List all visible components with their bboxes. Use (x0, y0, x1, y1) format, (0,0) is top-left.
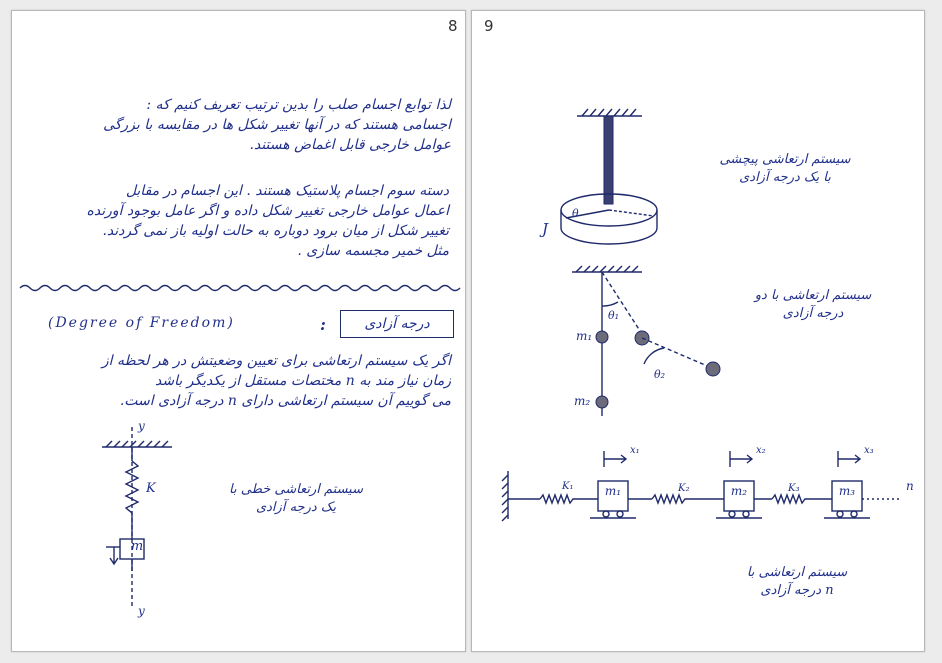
chain-m3-label: m₃ (838, 484, 856, 498)
y-axis-top-label: y (138, 419, 145, 433)
caption-line: درجه آزادی (782, 306, 844, 321)
text-line: دسته سوم اجسام پلاستیک هستند . این اجسام در مقابل (125, 183, 449, 199)
displacement-x3-label: x₃ (864, 445, 874, 456)
text-line: اگر یک سیستم ارتعاشی برای تعیین وضعیتش در هر لحظه از (101, 353, 451, 369)
spring-k-label: K (146, 481, 156, 496)
mass-m-label: m (130, 539, 144, 554)
spring-k3-label: K₃ (788, 483, 800, 494)
text-line: لذا توابع اجسام صلب را بدین ترتیب تعریف کنیم که : (146, 97, 451, 113)
y-axis-bottom-label: y (138, 604, 145, 618)
chain-m2-label: m₂ (730, 484, 748, 498)
wavy-divider (20, 281, 460, 295)
displacement-x1-label: x₁ (630, 445, 640, 456)
displacement-x2-label: x₂ (756, 445, 766, 456)
heading-english: (Degree of Freedom) (48, 315, 235, 331)
caption-line: یک درجه آزادی (255, 500, 337, 515)
text-line: عوامل خارجی قابل اغماض هستند. (249, 137, 451, 153)
degree-of-freedom-heading-box: درجه آزادی (340, 310, 454, 338)
caption-line: سیستم ارتعاشی با (746, 565, 848, 580)
text-line: مثل خمیر مجسمه سازی . (297, 243, 449, 259)
chain-m1-label: m₁ (604, 484, 622, 498)
double-pendulum-caption (738, 287, 888, 323)
pendulum-m1-label: m₁ (576, 329, 593, 343)
text-line: می گوییم آن سیستم ارتعاشی دارای n درجه آزادی است. (119, 393, 451, 409)
paragraph-rigid-bodies (21, 95, 451, 155)
caption-line: با یک درجه آزادی (739, 170, 831, 185)
n-degree-caption (722, 564, 872, 600)
chain-end-n-label: n (906, 479, 914, 493)
double-pendulum-diagram (572, 266, 732, 426)
caption-line: سیستم ارتعاشی با دو (754, 288, 872, 303)
page-number-right: 9 (484, 17, 494, 35)
torsional-system-diagram (542, 106, 682, 256)
caption-line: n درجه آزادی (760, 583, 834, 598)
caption-line: سیستم ارتعاشی پیچشی (719, 152, 851, 167)
text-line: تغییر شکل از میان برود دوباره به حالت اولیه باز نمی گردند. (102, 223, 449, 239)
text-line: اعمال عوامل خارجی تغییر شکل داده و اگر عامل بوجود آورنده (86, 203, 449, 219)
caption-line: سیستم ارتعاشی خطی با (229, 482, 363, 497)
theta2-label: θ₂ (654, 368, 666, 381)
spring-mass-diagram (92, 421, 212, 621)
torsional-caption (700, 151, 870, 187)
linear-system-caption (216, 481, 376, 517)
right-page (471, 10, 925, 652)
torsion-angle-label: θ (572, 207, 579, 220)
paragraph-degree-definition (19, 351, 451, 411)
text-line: زمان نیاز مند به n مختصات مستقل از یکدیگر باشد (155, 373, 451, 389)
text-line: اجسامی هستند که در آنها تغییر شکل ها در مقایسه با بزرگی (103, 117, 451, 133)
inertia-j-label: J (542, 220, 549, 238)
left-page (11, 10, 466, 652)
pendulum-m2-label: m₂ (574, 394, 591, 408)
spring-k1-label: K₁ (562, 481, 574, 492)
theta1-label: θ₁ (608, 309, 620, 322)
paragraph-plastic-bodies (19, 181, 449, 261)
page-number-left: 8 (448, 17, 458, 35)
spring-k2-label: K₂ (678, 483, 690, 494)
heading-colon: : (320, 315, 326, 334)
